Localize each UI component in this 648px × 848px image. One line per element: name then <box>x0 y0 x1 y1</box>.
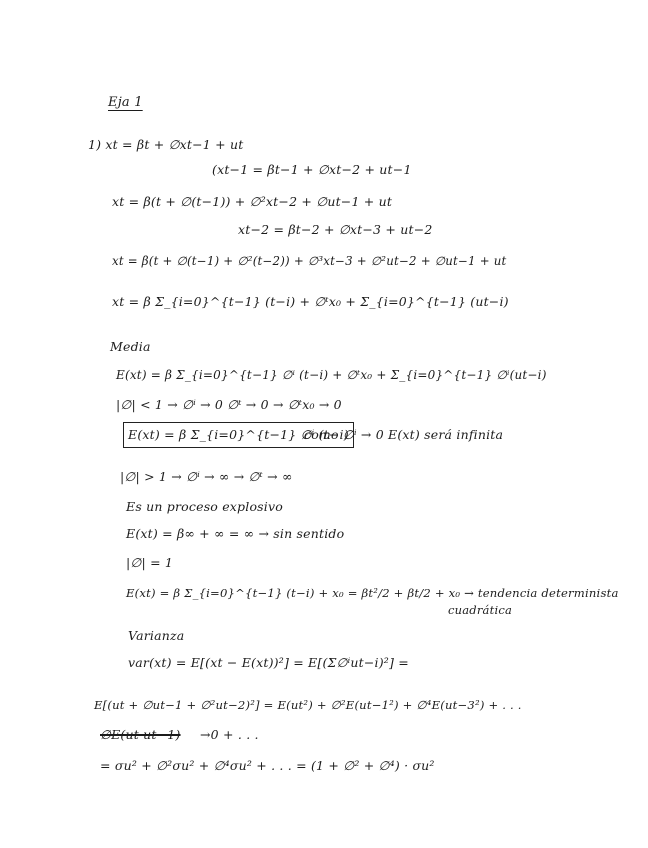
media-line-1: E(xt) = β Σ_{i=0}^{t−1} ∅ⁱ (t−i) + ∅ᵗx₀ + Σ_{i=0}^{t−1} ∅ⁱ(ut−i) <box>116 368 547 382</box>
media-line-8: E(xt) = β Σ_{i=0}^{t−1} (t−i) + x₀ = βt²/2 + βt/2 + x₀ → tendencia determinista <box>126 586 619 600</box>
media-line-5: Es un proceso explosivo <box>126 499 283 514</box>
equation-line-1: 1) xt = βt + ∅xt−1 + ut <box>88 137 244 152</box>
media-line-4: |∅| > 1 → ∅ⁱ → ∞ → ∅ᵗ → ∞ <box>120 469 293 484</box>
equation-line-6: xt = β Σ_{i=0}^{t−1} (t−i) + ∅ᵗx₀ + Σ_{i=0}^{t−1} (ut−i) <box>112 294 509 309</box>
varianza-line-3-tail: →0 + . . . <box>200 727 259 742</box>
equation-line-4: xt−2 = βt−2 + ∅xt−3 + ut−2 <box>238 222 433 237</box>
section-heading-media: Media <box>110 339 151 354</box>
media-line-3: como ∅ⁱ → 0 E(xt) será infinita <box>304 427 504 442</box>
varianza-line-4: = σu² + ∅²σu² + ∅⁴σu² + . . . = (1 + ∅² + ∅⁴) · σu² <box>100 758 435 773</box>
crossed-out-term: ∅E(ut ut−1) <box>100 727 181 742</box>
equation-line-2: (xt−1 = βt−1 + ∅xt−2 + ut−1 <box>212 162 412 177</box>
boxed-result: E(xt) = β Σ_{i=0}^{t−1} ∅ⁱ (t−i) <box>128 427 349 442</box>
media-line-2: |∅| < 1 → ∅ⁱ → 0 ∅ᵗ → 0 → ∅ᵗx₀ → 0 <box>116 397 342 412</box>
page-title: Eja 1 <box>108 95 143 110</box>
media-line-7: |∅| = 1 <box>126 555 174 570</box>
equation-line-5: xt = β(t + ∅(t−1) + ∅²(t−2)) + ∅³xt−3 + ∅²ut−2 + ∅ut−1 + ut <box>112 254 507 268</box>
media-line-8-continuation: cuadrática <box>448 603 513 617</box>
varianza-line-1: var(xt) = E[(xt − E(xt))²] = E[(Σ∅ⁱut−i)²] = <box>128 655 409 670</box>
varianza-line-2: E[(ut + ∅ut−1 + ∅²ut−2)²] = E(ut²) + ∅²E(ut−1²) + ∅⁴E(ut−3²) + . . . <box>94 698 522 712</box>
section-heading-varianza: Varianza <box>128 628 185 643</box>
equation-line-3: xt = β(t + ∅(t−1)) + ∅²xt−2 + ∅ut−1 + ut <box>112 194 393 209</box>
media-line-6: E(xt) = β∞ + ∞ = ∞ → sin sentido <box>126 526 345 541</box>
